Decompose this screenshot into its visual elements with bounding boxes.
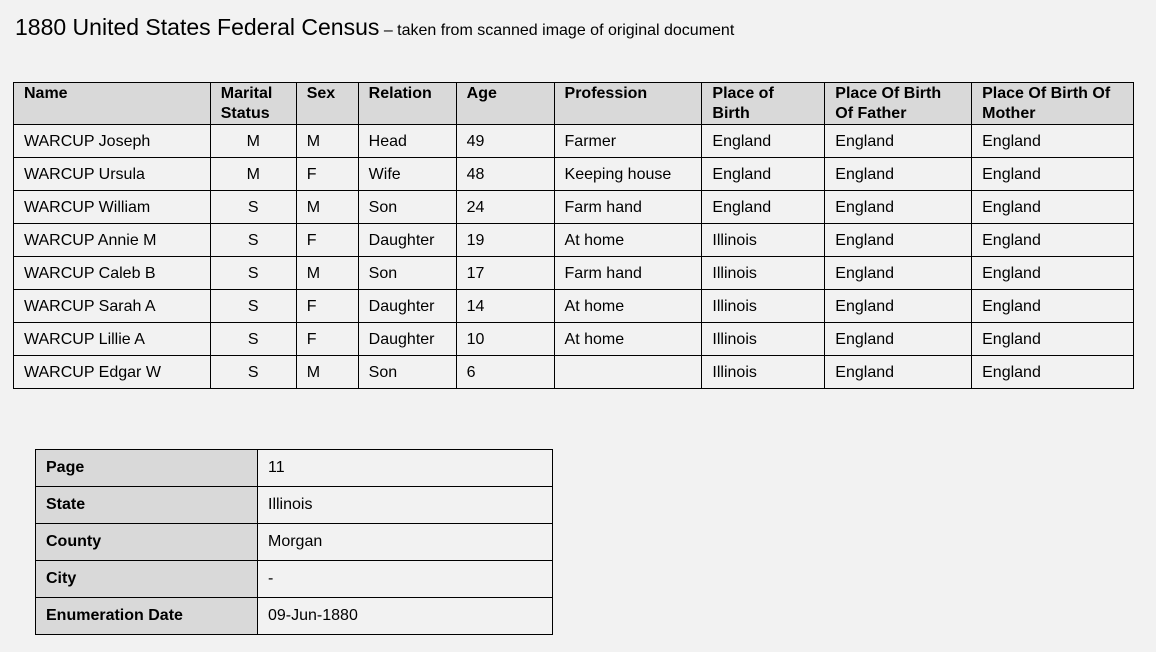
header-father-birthplace: Place Of Birth Of Father [825, 83, 972, 125]
name-cell: WARCUP Caleb B [14, 257, 211, 290]
age-cell: 14 [456, 290, 554, 323]
age-cell: 6 [456, 356, 554, 389]
census-body [14, 125, 1134, 389]
header-sex: Sex [296, 83, 358, 125]
sex-cell: F [296, 158, 358, 191]
father-birthplace-cell: England [825, 356, 972, 389]
mother-birthplace-cell: England [972, 191, 1134, 224]
relation-cell: Head [358, 125, 456, 158]
marital-status-cell: S [210, 257, 296, 290]
table-row [14, 257, 1134, 290]
age-cell: 48 [456, 158, 554, 191]
age-cell: 24 [456, 191, 554, 224]
birthplace-cell: Illinois [702, 290, 825, 323]
header-age: Age [456, 83, 554, 125]
relation-cell: Daughter [358, 290, 456, 323]
father-birthplace-cell: England [825, 257, 972, 290]
birthplace-cell: England [702, 158, 825, 191]
mother-birthplace-cell: England [972, 158, 1134, 191]
header-profession: Profession [554, 83, 702, 125]
name-cell: WARCUP William [14, 191, 211, 224]
birthplace-cell: Illinois [702, 356, 825, 389]
relation-cell: Daughter [358, 323, 456, 356]
relation-cell: Daughter [358, 224, 456, 257]
birthplace-cell: Illinois [702, 224, 825, 257]
mother-birthplace-cell: England [972, 356, 1134, 389]
age-cell: 17 [456, 257, 554, 290]
table-row [14, 356, 1134, 389]
father-birthplace-cell: England [825, 290, 972, 323]
profession-cell: At home [554, 290, 702, 323]
birthplace-cell: England [702, 191, 825, 224]
marital-status-cell: S [210, 323, 296, 356]
mother-birthplace-cell: England [972, 323, 1134, 356]
profession-cell: At home [554, 323, 702, 356]
table-row [14, 158, 1134, 191]
table-row [14, 224, 1134, 257]
page-title-main: 1880 United States Federal Census [15, 14, 380, 40]
record-info-value: - [258, 561, 553, 598]
sex-cell: F [296, 323, 358, 356]
record-info-value: 09-Jun-1880 [258, 598, 553, 635]
record-info-body [36, 450, 553, 635]
record-info-label: City [36, 561, 258, 598]
sex-cell: F [296, 290, 358, 323]
father-birthplace-cell: England [825, 158, 972, 191]
record-info-row [36, 487, 553, 524]
birthplace-cell: England [702, 125, 825, 158]
census-header-row [14, 83, 1134, 125]
record-info-row [36, 598, 553, 635]
mother-birthplace-cell: England [972, 290, 1134, 323]
profession-cell: Farm hand [554, 191, 702, 224]
age-cell: 10 [456, 323, 554, 356]
father-birthplace-cell: England [825, 323, 972, 356]
record-info-row [36, 450, 553, 487]
name-cell: WARCUP Lillie A [14, 323, 211, 356]
header-place-of-birth: Place of Birth [702, 83, 825, 125]
father-birthplace-cell: England [825, 191, 972, 224]
table-row [14, 290, 1134, 323]
marital-status-cell: S [210, 290, 296, 323]
relation-cell: Son [358, 356, 456, 389]
name-cell: WARCUP Annie M [14, 224, 211, 257]
relation-cell: Son [358, 257, 456, 290]
header-mother-birthplace: Place Of Birth Of Mother [972, 83, 1134, 125]
marital-status-cell: S [210, 191, 296, 224]
header-name: Name [14, 83, 211, 125]
profession-cell [554, 356, 702, 389]
record-info-table [35, 449, 553, 635]
name-cell: WARCUP Ursula [14, 158, 211, 191]
mother-birthplace-cell: England [972, 224, 1134, 257]
mother-birthplace-cell: England [972, 125, 1134, 158]
sex-cell: F [296, 224, 358, 257]
name-cell: WARCUP Edgar W [14, 356, 211, 389]
record-info-row [36, 524, 553, 561]
relation-cell: Wife [358, 158, 456, 191]
sex-cell: M [296, 125, 358, 158]
page-title [15, 14, 734, 41]
record-info-label: Page [36, 450, 258, 487]
table-row [14, 191, 1134, 224]
table-row [14, 125, 1134, 158]
record-info-row [36, 561, 553, 598]
profession-cell: Farm hand [554, 257, 702, 290]
name-cell: WARCUP Joseph [14, 125, 211, 158]
header-relation: Relation [358, 83, 456, 125]
record-info-value: 11 [258, 450, 553, 487]
relation-cell: Son [358, 191, 456, 224]
age-cell: 49 [456, 125, 554, 158]
marital-status-cell: S [210, 224, 296, 257]
page-title-sub: – taken from scanned image of original document [379, 22, 735, 39]
record-info-label: State [36, 487, 258, 524]
sex-cell: M [296, 356, 358, 389]
profession-cell: Farmer [554, 125, 702, 158]
census-table [13, 82, 1134, 389]
marital-status-cell: S [210, 356, 296, 389]
father-birthplace-cell: England [825, 224, 972, 257]
profession-cell: Keeping house [554, 158, 702, 191]
sex-cell: M [296, 257, 358, 290]
marital-status-cell: M [210, 158, 296, 191]
father-birthplace-cell: England [825, 125, 972, 158]
record-info-label: Enumeration Date [36, 598, 258, 635]
name-cell: WARCUP Sarah A [14, 290, 211, 323]
age-cell: 19 [456, 224, 554, 257]
birthplace-cell: Illinois [702, 257, 825, 290]
marital-status-cell: M [210, 125, 296, 158]
profession-cell: At home [554, 224, 702, 257]
birthplace-cell: Illinois [702, 323, 825, 356]
record-info-value: Illinois [258, 487, 553, 524]
record-info-label: County [36, 524, 258, 561]
header-marital-status: Marital Status [210, 83, 296, 125]
mother-birthplace-cell: England [972, 257, 1134, 290]
sex-cell: M [296, 191, 358, 224]
table-row [14, 323, 1134, 356]
record-info-value: Morgan [258, 524, 553, 561]
